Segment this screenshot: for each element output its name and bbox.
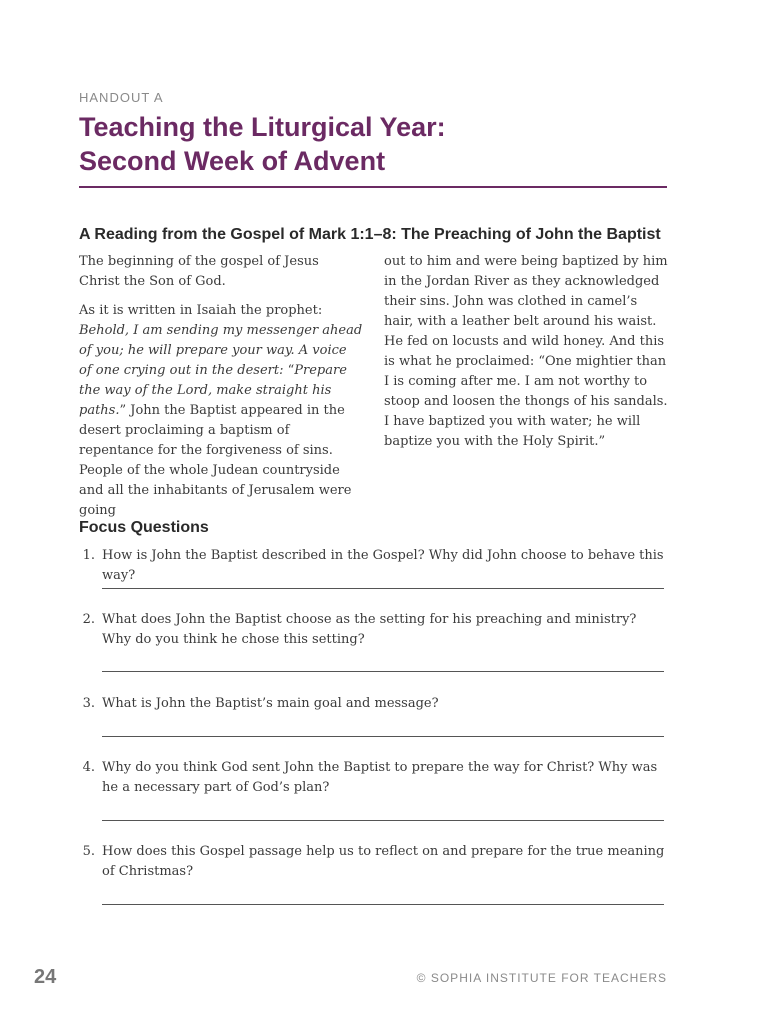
question-number: 5. xyxy=(82,844,95,859)
reading-paragraph-1: The beginning of the gospel of Jesus Christ the Son of God. xyxy=(79,254,319,289)
reading-paragraph-2 xyxy=(79,301,363,521)
question-number: 2. xyxy=(82,612,95,627)
reading-paragraph-2-italic-2: Prepare the way of the Lord, make straight his paths. xyxy=(79,363,347,418)
reading-paragraph-2-intro: As it is written in Isaiah the prophet: xyxy=(79,303,323,318)
answer-line[interactable] xyxy=(102,588,664,589)
reading-paragraph-2-italic-1: Behold, I am sending my messenger ahead of you; he will prepare your way. A voice of one crying out in the desert: xyxy=(79,323,363,378)
answer-line[interactable] xyxy=(102,671,664,672)
answer-line[interactable] xyxy=(102,904,664,905)
question-number: 3. xyxy=(82,696,95,711)
title-line-2: Second Week of Advent xyxy=(79,146,386,176)
reading-column-right xyxy=(384,252,670,461)
answer-line[interactable] xyxy=(102,736,664,737)
question-text: What does John the Baptist choose as the setting for his preaching and ministry? Why do you think he chose this setting? xyxy=(102,612,637,647)
question-number: 4. xyxy=(82,760,95,775)
reading-heading: A Reading from the Gospel of Mark 1:1–8: The Preaching of John the Baptist xyxy=(79,226,661,243)
question-number: 1. xyxy=(82,548,95,563)
answer-line[interactable] xyxy=(102,820,664,821)
footer-copyright: © SOPHIA INSTITUTE FOR TEACHERS xyxy=(416,971,667,985)
question-text: How is John the Baptist described in the Gospel? Why did John choose to behave this way? xyxy=(102,548,664,583)
question-text: How does this Gospel passage help us to reflect on and prepare for the true meaning of Christmas? xyxy=(102,844,665,879)
title-line-1: Teaching the Liturgical Year: xyxy=(79,112,446,142)
page-title xyxy=(79,110,679,178)
page-number: 24 xyxy=(34,966,57,988)
question-text: Why do you think God sent John the Baptist to prepare the way for Christ? Why was he a necessary part of God’s plan? xyxy=(102,760,658,795)
handout-label: HANDOUT A xyxy=(79,90,164,105)
question-text: What is John the Baptist’s main goal and message? xyxy=(102,696,439,711)
reading-column-left xyxy=(79,252,363,530)
focus-questions-heading: Focus Questions xyxy=(79,519,209,536)
reading-paragraph-2-continued: out to him and were being baptized by him in the Jordan River as they acknowledged their sins. John was clothed in camel’s hair, with a leather belt around his waist. He fed on locusts and wild honey. And this is what he proclaimed: “One mightier than I is coming after me. I am not worthy to stoop and loosen the thongs of his sandals. I have baptized you with water; he will baptize you with the Holy Spirit.” xyxy=(384,254,668,449)
reading-paragraph-2-rest-left: ” John the Baptist appeared in the desert proclaiming a baptism of repentance for the forgiveness of sins. People of the whole Judean countryside and all the inhabitants of Jerusalem were going xyxy=(79,403,352,518)
title-divider xyxy=(79,186,667,188)
reading-paragraph-2-quote-open: “ xyxy=(287,363,295,378)
